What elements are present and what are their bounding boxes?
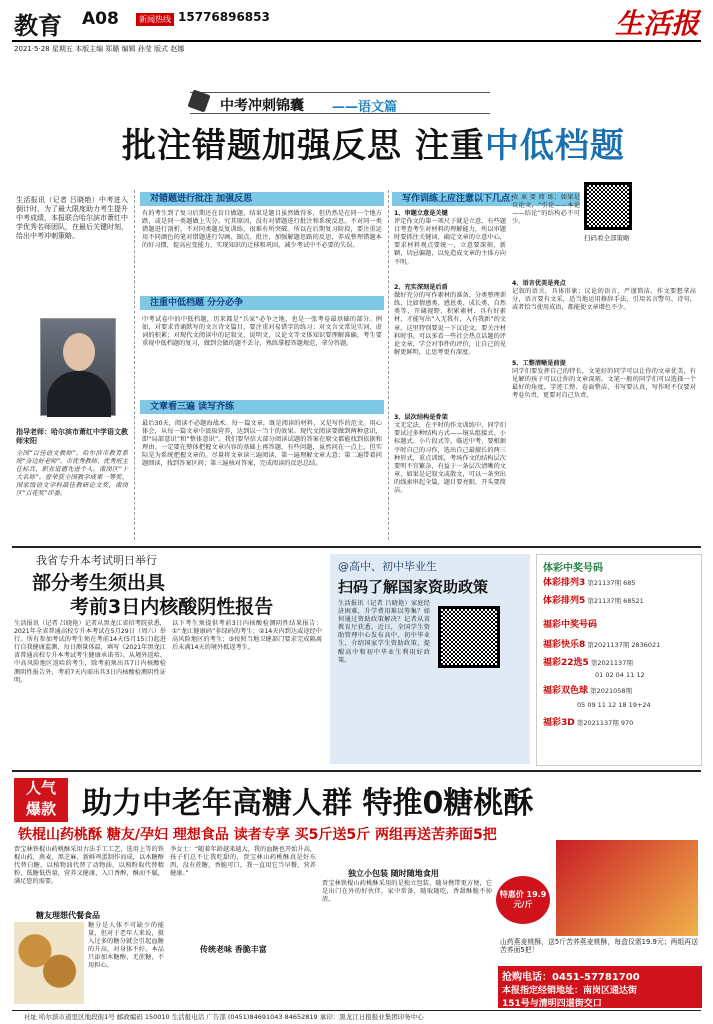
teacher-photo (40, 318, 116, 416)
lottery-name: 体彩排列3 (543, 578, 586, 588)
teacher-body (47, 371, 111, 417)
news-title-1: 部分考生须出具 (32, 572, 166, 594)
order-addr-1: 本报指定经销地址：南岗区通达街 (502, 986, 638, 996)
section-head-2: 注重中低档题 分分必争 (140, 296, 384, 310)
point-body-2: 做好充分的写作素材的准备，分类整理训练，比如情感类、感恩类、成长类、自然类等，开阔视野、积累素材、具有好素材，才能写出“入无我有，入有我新”的文章。这里特别要说一下议论文，要关注材料时事，可以多看一些社会热点话题的评论文章，学会对事件的评价，让自己的见解更鲜明，让思考更有深度。 (394, 292, 506, 356)
lottery-name: 体彩排列5 (543, 596, 586, 606)
lottery-box (536, 554, 702, 766)
lottery-name: 福彩22选5 (543, 658, 589, 668)
ad-head-3: 独立小包装 随时随地食用 (348, 869, 439, 878)
page-number: A08 (82, 9, 119, 29)
point-title-4: 4、语言优美是亮点 (512, 280, 566, 287)
qr-code-strategy[interactable] (584, 182, 632, 230)
lottery-row (543, 719, 633, 728)
ad-promo: 山药燕麦桃酥，送5斤苦荞燕麦桃酥，每盒仅需19.9元；两组再送苦荞面5把！ (500, 938, 698, 955)
ad-head-2: 传统老味 香脆丰富 (200, 945, 267, 954)
hotline-number: 15776896853 (178, 10, 270, 24)
writing-tips-head: 写作训练上应注意以下几点： (392, 192, 580, 206)
lottery-row (543, 579, 636, 588)
ad-subtitle: 铁棍山药桃酥 糖友/孕妇 理想食品 读者专享 买5斤送5斤 两组再送苦荞面5把 (18, 827, 497, 843)
footer-rule (12, 1010, 701, 1011)
section-head-1: 对错题进行批注 加强反思 (140, 192, 384, 206)
aid-box (330, 554, 530, 764)
ad-text-1: 贾宝林铁棍山药桃酥采用古法手工工艺，选用上等的铁棍山药，燕麦、黑芝麻、新鲜鸡蛋制作而成，以木糖醇代替白糖，以植物油代替了动物油，以熟粉取代替精粉，低糖低热量，营养又健康，入口香醇，酥而不腻，满足您的需要。 (14, 846, 164, 886)
order-hotline[interactable] (502, 968, 698, 983)
lottery-row (543, 687, 632, 696)
order-hotline-number: 0451-57781700 (552, 972, 640, 983)
lottery-issue: 第2021137期 (587, 641, 630, 649)
teacher-bio: 全国“百佳语文教师”、哈尔滨市教育系统“身边好老师”、市优秀教师、优秀班主任标兵、职业道德先进个人、南岗区“十大名师”。曾荣获全国教学成果一等奖、国家级语文学科最佳教研论文奖，南岗区“百花奖”评委。 (16, 450, 128, 498)
lottery-number: 05 09 11 12 18 19+24 (577, 701, 651, 709)
lottery-row (543, 659, 633, 668)
intro-text: 生活报讯（记者 吕晓艳）中考进入倒计时，为了最大限度助力考生提升中考成绩，本报联合哈尔滨市萧红中学优秀名师团队，在最后关键时刻，给出中考冲刺策略。 (16, 196, 128, 240)
point-body-5: 同学们要发挥自己的特长，文笔好的同学可以让你的文章优美，有见解的孩子可以让你的文章深刻。文笔一般的同学们可以选择一个最好的角度，字迹工整、卷面整洁，书写要认真，写作时不仅要对考卷负责，更要对自己负责。 (512, 368, 696, 400)
header-rule (12, 40, 701, 42)
point-body-4: 记叙的语言，具体形象；议论的语言，严谨简洁。作文要想拿高分，语言要有文采，适当地运用修辞手法，引用名言警句、诗句，或者恰当使用成语，都能使文章增色不少。 (512, 288, 696, 312)
headline-part-b: 中低档题 (484, 126, 625, 166)
section-title: 教育 (14, 11, 62, 40)
writing-tips-col-a (394, 210, 506, 540)
lottery-issue: 第21137期 (587, 597, 622, 605)
writing-tips-col-b (512, 180, 698, 540)
hotline-label: 新闻热线 (136, 13, 174, 26)
footer-text: 社址 哈尔滨市道里区地段街1号 邮政编码 150010 生活报电话 广告部 (0451)84691043 84652819 承印：黑龙江日报报业集团印务中心 (24, 1013, 424, 1021)
ad-text-2: 糖分是人体不可缺少的能量，但对于老年人来说，摄入过多的糖分就会引起血糖的升高，对身体不好。本品只添加木糖醇，无蔗糖，不用担心。 (88, 922, 164, 970)
lottery-number: 2836021 (631, 641, 661, 649)
photo-caption: 指导老师：哈尔滨市萧红中学语文教师宋阳 (16, 428, 128, 445)
lottery-number: 970 (620, 719, 634, 727)
lottery-issue: 第2021137期 (576, 719, 619, 727)
news-body-1: 生活报讯（记者 吕晓艳）记者从黑龙江省招考院获悉，2021年全省普通高校专升本考试在5月29日（周六）举行。所有参加考试的考生须在考前14天(5月15日)起进行自我健康监测，每日测量体温，填写《2021年黑龙江省普通高校专升本考试考生健康承诺书》。从境外返哈、中高风险地区返哈的考生，除考前须出具7日内核酸检测阴性报告外，考前7天内需出具3日内核酸检测阴性证明。 (14, 620, 166, 684)
lottery-number: 01 02 04 11 12 (595, 671, 645, 679)
section-head-3: 文章看三遍 读写齐练 (140, 400, 384, 414)
lottery-name: 福彩3D (543, 718, 575, 728)
lottery-issue: 第21137期 (587, 579, 622, 587)
ad-badge-line1: 人气 (25, 779, 56, 797)
tips-more (512, 280, 696, 538)
lottery-row (543, 641, 660, 650)
point-title-1: 1、审题立意是关键 (394, 210, 448, 217)
ad-head-1: 糖友理想代餐食品 (36, 911, 100, 920)
order-hotline-label: 抢购电话： (502, 972, 552, 983)
lottery-logo: 体彩中奖号码 (543, 563, 603, 574)
qr-code-aid[interactable] (438, 606, 500, 668)
point-title-3: 3、层次结构是骨架 (394, 414, 448, 422)
section-body-2: 中考试卷中的中低档题，历来都是“兵家”必争之地，也是一张考卷最基础的部分。例如，对要求背诵默写的文言诗文篇目，要注重对易错字的练习；对文言文常见实词、虚词的积累；对现代文阅读中的记叙文、说明文、议论文等文体知识要理解准确。考生要重视中低档题的复习，做到会做的题不丢分，熟练掌握答题规范，拿分答题。 (142, 316, 382, 348)
lottery-name: 福彩快乐8 (543, 640, 586, 650)
news-body-2: 以下考生须提供考前3日内核酸检测阴性结果报告：①“龙江健康码”非绿码的考生；②14天内到达或途经中高风险地区的考生；③按照当地卫健部门要求完成隔离后未满14天的境外抵返考生。 (172, 620, 322, 652)
lottery-row (543, 597, 644, 606)
point-body-3: 文无定法，在平时的作文训练中，同学们要试过多种结构方式——镜头组接式、小标题式、小片段式等，临近中考，要根据平时自己的习作，选出自己最擅长的两三种形式，重点训练，考场作文的结构层次要明不宜繁杂，有益于一条层次清晰的文章，如果是记叙文或散文，可以一条突出的线索串起全篇，题目要亮眼，开头要简洁。 (394, 422, 506, 495)
aid-kicker: @高中、初中毕业生 (338, 560, 437, 573)
ad-text-4: 贾宝林铁棍山药桃酥采用的是独立包装，随身携带更方便，它是出门在外的好伙伴，家中常备，随取随吃，香甜酥脆不掉渣。 (322, 880, 492, 904)
order-box (498, 966, 702, 1008)
feature-banner (190, 92, 490, 114)
teacher-face (63, 333, 95, 371)
section-body-1: 有的考生到了复习后期还在盲目做题，结果是题目虽然做得多，但仍然是在同一个地方跌，或是同一类题做上失分。究其原因，没有对错题进行批注和系统反思。不对同一类错题进行剖析，不对同类题反复训练，很难有所突破。所以在后期复习阶段，要注重运用不同颜色的笔对错题进行勾画、圈点、批注，加强解题思路的反思，养成整理错题本的好习惯，提高应变能力，实现知识的迁移和巩固，减少考试中不必要的失误。 (142, 210, 382, 250)
newspaper-logo: 生活报 (614, 7, 699, 40)
peach-cake-photo (14, 922, 84, 1004)
lottery-name: 福彩双色球 (543, 686, 589, 696)
point-body-1: 评定作文的第一项尺子就是立意，有些题目考查考生对材料的理解能力，所以审题时要抓住关键词，确定文章的立意中心，要求材料观点要统一，立意要深刻，新颖，切忌偏题，以免造成文章的主体方向不明。 (394, 218, 506, 266)
ad-text-3: 李女士：“随着年龄越来越大，我的血糖也开始升高，孩子们总不让我吃甜的，贾宝林山药桃酥真是好东西，没有蔗糖，香脆可口，我一直用它当早餐，营养健康。” (170, 846, 316, 878)
order-addr-2: 151号与清明四道街交口 (502, 999, 602, 1009)
news-kicker: 我省专升本考试明日举行 (36, 554, 157, 567)
banner-subtext: ——语文篇 (332, 100, 398, 115)
point-title-5: 5、工整清晰是前提 (512, 360, 566, 368)
lottery-issue: 第2021058期 (590, 687, 633, 695)
headline-part-a: 批注错题加强反思 注重 (122, 126, 485, 166)
aid-body-top: 生活报讯（记者 吕晓艳）家庭经济困难，升学费用难以筹集？如何通过资助政策解决？记者从省教育厅获悉，近日，全国学生资助管理中心发布高中、初中毕业生，介绍国家学生资助政策，提醒高中和初中毕业生利用好政策。 (338, 600, 430, 664)
news-title-2: 考前3日内核酸阴性报告 (70, 596, 274, 618)
ad-badge (14, 778, 68, 822)
ad-title: 助力中老年高糖人群 特推0糖桃酥 (82, 786, 534, 821)
section-rule (12, 546, 701, 548)
issue-meta: 2021·5·28 星期五 本版主编 郑璐 编辑 孙莹 版式 赵娜 (14, 45, 185, 53)
point-title-2: 2、充实深刻是后盾 (394, 284, 448, 292)
ad-badge-line2: 爆款 (25, 800, 56, 818)
banner-text: 中考冲刺锦囊 (220, 98, 304, 114)
lottery-number: 685 (623, 579, 636, 587)
lottery-number: 68521 (623, 597, 644, 605)
ad-rule (12, 770, 701, 772)
lottery-issue: 第2021137期 (590, 659, 633, 667)
product-box-photo (556, 840, 698, 936)
headline (122, 118, 625, 167)
aid-title: 扫码了解国家资助政策 (338, 578, 489, 596)
price-badge: 特惠价 19.9元/斤 (496, 876, 550, 924)
section-body-3: 最后30天，阅读不必题海战术。每一篇文章，既是阅读的材料，又是写作的范文。用心体会，从每一篇文章中汲取营养，达到以一当十的效果。现代文阅读要做到两种意识，即“局部意识”和“整体意识”。我们要坚信大部分阅读试题的答案在原文都能找到依据和理由。一定要在整体把握文章内容的基础上再答题，有些问题，虽然问在一点上，但实际是为系统把握文章的。尽量将文章读三遍阅读，第一遍理解文章大意；第二遍带着问题细读，找到答案区间；第三遍核对答案，完成阅读的反思总结。 (142, 420, 382, 468)
qr-caption: 扫码看全部策略 (584, 234, 630, 242)
tips-extra: 收 束 要 简 练；如果是议论文，“引论——本论——结论”的结构必不可少。 (512, 194, 580, 226)
lottery-welfare-logo: 福彩中奖号码 (543, 620, 598, 630)
